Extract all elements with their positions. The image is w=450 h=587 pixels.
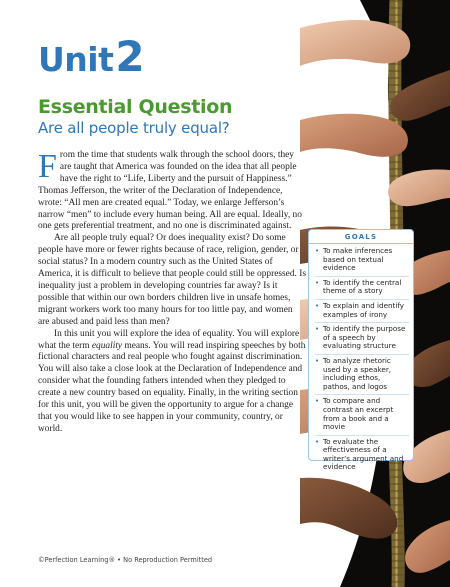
goals-box [308,229,414,472]
intro-paragraph-2: Are all people truly equal? Or does inequality exist? Do some people have more or fewer rights because of race, religion, gender, or social status? In a modern country such as the United States of America, it is difficult to believe that people could still be oppressed. Is inequality just a problem in developing countries far away? Is it possible that within our own borders children live in unsafe homes, migrant workers work too many hours for too little pay, and women are abused and paid less than men? [38,233,306,327]
unit-heading [38,32,145,81]
intro-paragraph-1 [38,150,306,233]
copyright-footer: ©Perfection Learning® • No Reproduction Permitted [38,556,213,564]
drop-cap: F [38,148,57,185]
intro-body-text [38,150,306,436]
essential-question: Are all people truly equal? [38,119,230,137]
paragraph-3-before: In this unit you will explore the idea of equality. You will explore what the term [38,328,300,351]
intro-paragraph-3 [38,329,306,436]
goal-item: • To identify the central theme of a story [315,279,409,300]
paragraph-3-italic-term: equality [91,340,123,351]
unit-number: 2 [115,32,145,81]
goal-item: • To make inferences based on textual evidence [315,247,409,277]
goal-item: • To analyze rhetoric used by a speaker, including ethos, pathos, and logos [315,357,409,395]
goals-title: GOALS [309,230,413,244]
paragraph-1-text: rom the time that students walk through the school doors, they are taught that America was founded on the idea that all people have the right to “Life, Liberty and the pursuit of Happiness.” Thomas Jefferson, the writer of the Declaration of Independence, wrote: “All men are created equal.” Today, we enlarge Jefferson’s narrow “men” to include every human being. All are equal. Ideally, no one gets preferential treatment, and no one is discriminated against. [38,150,302,232]
goal-item: • To identify the purpose of a speech by evaluating structure [315,325,409,355]
goal-item: • To explain and identify examples of irony [315,302,409,323]
goal-item: • To evaluate the effectiveness of a writer’s argument and evidence [315,438,409,475]
paragraph-3-after: means. You will read inspiring speeches by both fictional characters and real people who fought against discrimination. You will also take a close look at the Declaration of Independence and consider what the founding fathers intended when they pledged to create a new country based on equality. Finally, in the writing section for this unit, you will be given the opportunity to argue for a change that you would like to see happen in your community, country, or world. [38,340,306,434]
unit-word: Unit [38,40,114,79]
goals-list [309,244,413,475]
goal-item: • To compare and contrast an excerpt from a book and a movie [315,397,409,435]
essential-question-label: Essential Question [38,96,233,118]
